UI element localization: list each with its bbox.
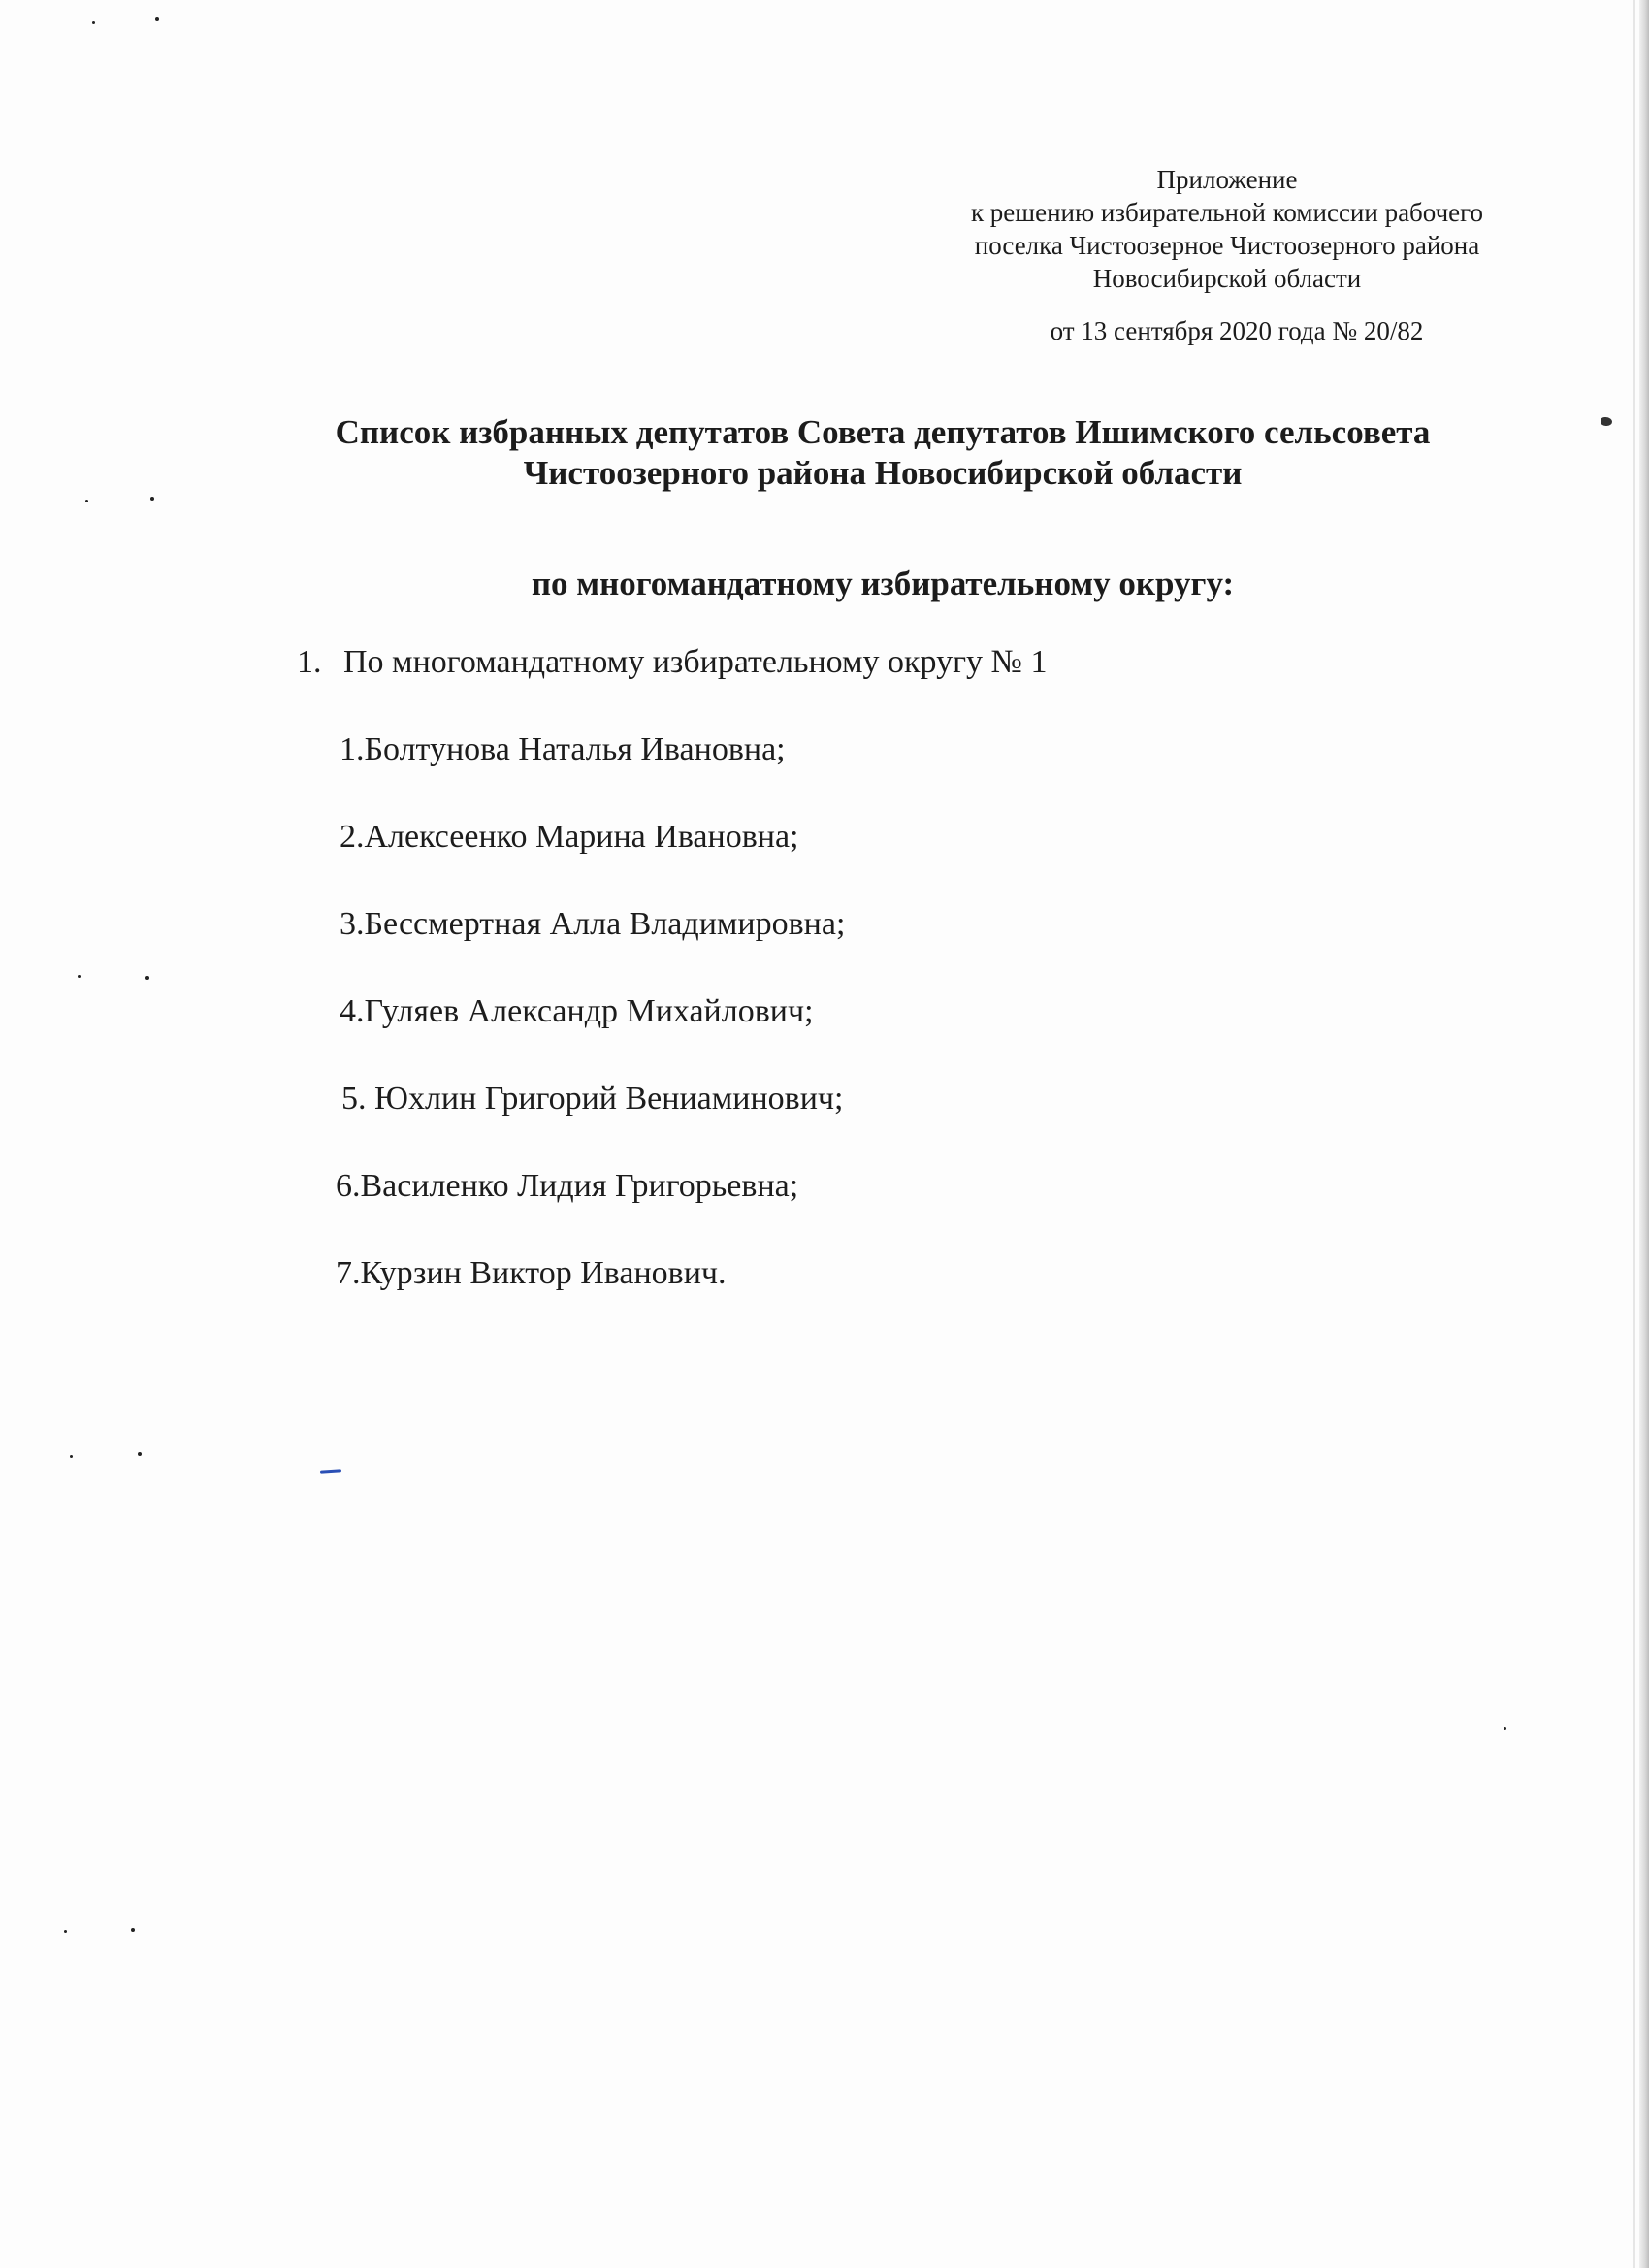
document-title [233, 412, 1533, 494]
scan-edge-line [1633, 0, 1635, 2268]
deputy-item: 5. Юхлин Григорий Вениаминович; [341, 1081, 844, 1117]
deputy-item: 7.Курзин Виктор Иванович. [336, 1255, 727, 1291]
deputy-item: 2.Алексеенко Марина Ивановна; [340, 819, 799, 855]
appendix-header [854, 163, 1600, 347]
scan-speck [131, 1928, 135, 1932]
deputy-item: 4.Гуляев Александр Михайлович; [340, 993, 814, 1029]
decision-reference: от 13 сентября 2020 года № 20/82 [1050, 316, 1424, 345]
scan-speck [85, 500, 88, 502]
scan-speck [64, 1930, 67, 1933]
scan-speck [138, 1452, 142, 1456]
scan-speck [92, 21, 95, 24]
ink-mark [1600, 417, 1612, 426]
title-line: Список избранных депутатов Совета депутатов Ишимского сельсовета [335, 413, 1431, 451]
ink-mark [320, 1469, 341, 1474]
appendix-label: Приложение [1156, 165, 1298, 194]
scan-speck [70, 1455, 73, 1458]
document-subtitle: по многомандатному избирательному округу: [531, 565, 1235, 602]
appendix-line: к решению избирательной комиссии рабочего [970, 198, 1484, 227]
scan-speck [78, 975, 81, 978]
deputy-item: 1.Болтунова Наталья Ивановна; [340, 731, 786, 767]
district-label: По многомандатному избирательному округу № 1 [343, 644, 1048, 680]
district-number: 1. [297, 644, 322, 680]
scan-speck [1504, 1727, 1506, 1730]
appendix-line: поселка Чистоозерное Чистоозерного района [974, 231, 1480, 260]
deputies-list [336, 729, 846, 1341]
title-line: Чистоозерного района Новосибирской области [523, 454, 1243, 492]
district-heading [297, 642, 1048, 683]
scan-speck [150, 497, 154, 501]
appendix-line: Новосибирской области [1092, 264, 1362, 293]
deputy-item: 3.Бессмертная Алла Владимировна; [340, 906, 846, 942]
scan-edge [1639, 0, 1649, 2268]
scan-speck [155, 17, 159, 21]
scan-speck [146, 976, 149, 980]
deputy-item: 6.Василенко Лидия Григорьевна; [336, 1168, 799, 1204]
